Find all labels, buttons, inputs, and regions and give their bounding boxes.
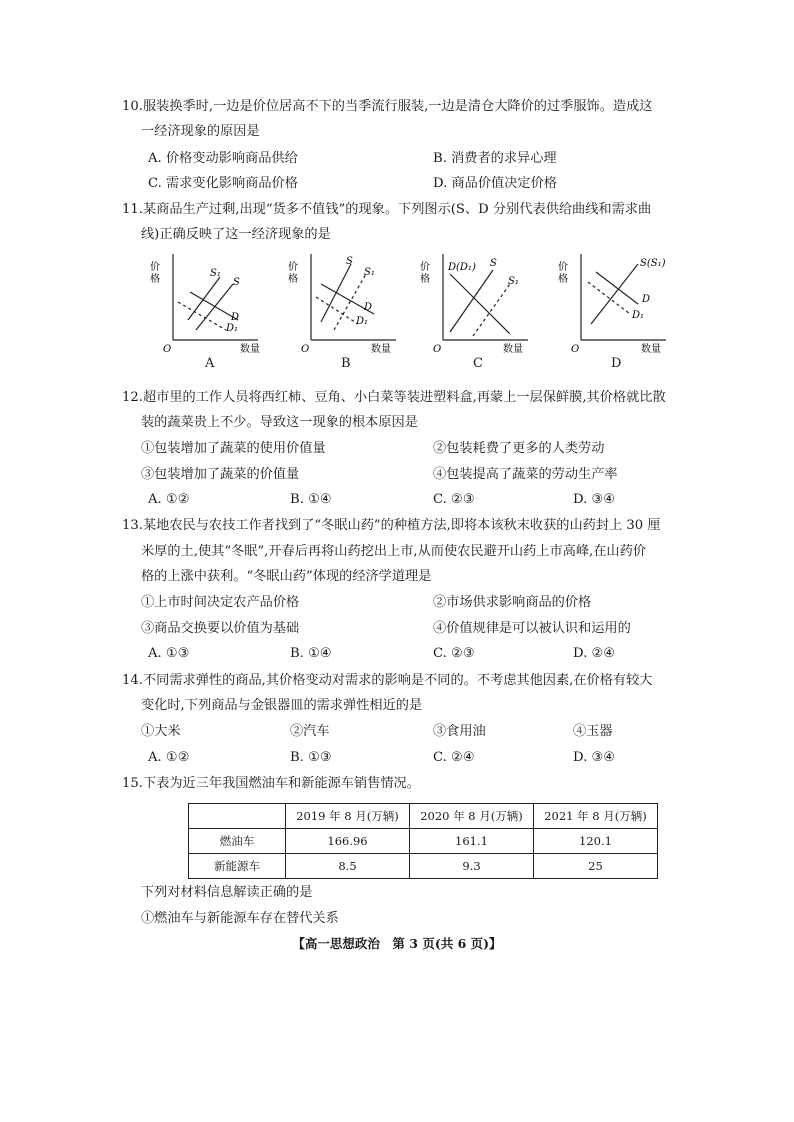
y-label: 价 [558, 262, 568, 273]
q12-stem-line1: 12.超市里的工作人员将西红柿、豆角、小白菜等装进塑料盒,再蒙上一层保鲜膜,其价格就比散 [122, 390, 666, 405]
y-label-2: 格 [150, 274, 160, 285]
table-cell: 166.96 [286, 829, 410, 854]
table-header-cell: 2021 年 8 月(万辆) [534, 804, 658, 829]
graph-letter-d: D [611, 356, 622, 371]
graph-letter-a: A [205, 356, 215, 371]
q14-statement-4: ④玉器 [573, 724, 613, 739]
q10-option-c: C. 需求变化影响商品价格 [148, 176, 298, 191]
x-label: 数量 [240, 344, 260, 355]
q13-option-c: C. ②③ [433, 646, 475, 661]
q13-option-a: A. ①③ [148, 646, 190, 661]
q14-statement-3: ③食用油 [433, 724, 486, 739]
q11-graph-c [418, 252, 543, 371]
table-header-cell [189, 804, 286, 829]
y-label: 价 [150, 262, 160, 273]
q11-graph-a [148, 252, 273, 371]
label-d: D [364, 302, 373, 313]
label-d1: D₁ [356, 316, 369, 327]
demand-curve-d1 [178, 302, 226, 330]
y-label: 价 [288, 262, 298, 273]
q14-option-a: A. ①② [148, 750, 190, 765]
q14-option-d: D. ③④ [573, 750, 616, 765]
table-header-row [189, 804, 658, 829]
x-label: 数量 [641, 344, 661, 355]
q14-stem-line2: 变化时,下列商品与金银器皿的需求弹性相近的是 [141, 698, 423, 713]
q10-stem-line1: 10.服装换季时,一边是价位居高不下的当季流行服装,一边是清仓大降价的过季服饰。造成这 [122, 99, 653, 114]
q11-graph-a-svg [148, 252, 273, 357]
q11-graph-b [286, 252, 411, 371]
q13-statement-3: ③商品交换要以价值为基础 [141, 621, 300, 636]
origin-label: O [163, 344, 172, 355]
q11-graph-d-svg [556, 252, 681, 357]
label-d: D [642, 294, 651, 305]
q11-stem-line1: 11.某商品生产过剩,出现“货多不值钱”的现象。下列图示(S、D 分别代表供给曲线和需求曲 [122, 202, 652, 217]
sales-table [188, 803, 658, 879]
q10-option-b: B. 消费者的求异心理 [433, 151, 557, 166]
label-s1: S₁ [210, 268, 221, 279]
q12-option-a: A. ①② [148, 492, 190, 507]
q12-option-b: B. ①④ [290, 492, 332, 507]
table-cell: 燃油车 [189, 829, 286, 854]
label-s1: S₁ [508, 276, 519, 287]
q13-statement-4: ④价值规律是可以被认识和运用的 [433, 621, 631, 636]
q14-stem-line1: 14.不同需求弹性的商品,其价格变动对需求的影响是不同的。不考虑其他因素,在价格有较大 [122, 673, 653, 688]
table-cell: 161.1 [410, 829, 534, 854]
label-s: S [346, 256, 353, 267]
q13-stem-line1: 13.某地农民与农技工作者找到了“冬眠山药”的种植方法,即将本该秋末收获的山药封上 30 厘 [122, 518, 661, 533]
y-label-2: 格 [558, 274, 568, 285]
q12-statement-1: ①包装增加了蔬菜的使用价值量 [141, 441, 326, 456]
label-d1: D₁ [632, 310, 645, 321]
q15-statement-1: ①燃油车与新能源车存在替代关系 [141, 911, 339, 926]
origin-label: O [571, 344, 580, 355]
q14-statement-1: ①大米 [141, 724, 181, 739]
table-row [189, 854, 658, 879]
q11-graph-b-svg [286, 252, 411, 357]
q11-stem-line2: 线)正确反映了这一经济现象的是 [141, 227, 331, 242]
q14-option-c: C. ②④ [433, 750, 475, 765]
supply-curve-s [450, 270, 493, 332]
table-header-cell: 2020 年 8 月(万辆) [410, 804, 534, 829]
x-label: 数量 [371, 344, 391, 355]
q15-stem-line2: 下列对材料信息解读正确的是 [141, 885, 313, 900]
demand-curve-d [596, 272, 638, 304]
q13-option-d: D. ②④ [573, 646, 616, 661]
page-footer: 【高一思想政治 第 3 页(共 6 页)】 [292, 936, 502, 951]
y-label-2: 格 [420, 274, 430, 285]
demand-curve-d [450, 274, 510, 334]
q12-stem-line2: 装的蔬菜贵上不少。导致这一现象的根本原因是 [141, 415, 418, 430]
demand-curve-d1 [588, 282, 630, 314]
q12-option-d: D. ③④ [573, 492, 616, 507]
q10-stem-line2: 一经济现象的原因是 [141, 124, 260, 139]
x-label: 数量 [503, 344, 523, 355]
label-s: S [490, 258, 497, 269]
label-ss1: S(S₁) [640, 258, 666, 269]
label-d: D [231, 312, 240, 323]
q14-option-b: B. ①③ [290, 750, 332, 765]
table-cell: 9.3 [410, 854, 534, 879]
q13-stem-line3: 格的上涨中获利。“冬眠山药”体现的经济学道理是 [141, 569, 432, 584]
q12-statement-3: ③包装增加了蔬菜的价值量 [141, 467, 300, 482]
table-header-cell: 2019 年 8 月(万辆) [286, 804, 410, 829]
label-d1: D₁ [226, 323, 239, 334]
q12-option-c: C. ②③ [433, 492, 475, 507]
q13-stem-line2: 米厚的土,使其“冬眠”,开春后再将山药挖出上市,从而使农民避开山药上市高峰,在山药价 [141, 544, 646, 559]
label-s1: S₁ [364, 267, 375, 278]
q11-graph-d [556, 252, 681, 371]
table-cell: 25 [534, 854, 658, 879]
table-cell: 8.5 [286, 854, 410, 879]
label-s: S [233, 277, 240, 288]
q12-statement-4: ④包装提高了蔬菜的劳动生产率 [433, 467, 618, 482]
label-dd1: D(D₁) [448, 262, 476, 273]
origin-label: O [433, 344, 442, 355]
y-label: 价 [420, 262, 430, 273]
q12-statement-2: ②包装耗费了更多的人类劳动 [433, 441, 605, 456]
q10-option-a: A. 价格变动影响商品供给 [148, 151, 298, 166]
table-cell: 120.1 [534, 829, 658, 854]
graph-letter-b: B [341, 356, 351, 371]
q13-statement-2: ②市场供求影响商品的价格 [433, 595, 592, 610]
q11-graph-c-svg [418, 252, 543, 357]
y-label-2: 格 [288, 274, 298, 285]
q15-stem-line1: 15.下表为近三年我国燃油车和新能源车销售情况。 [122, 776, 420, 791]
q13-statement-1: ①上市时间决定农产品价格 [141, 595, 300, 610]
q10-option-d: D. 商品价值决定价格 [433, 176, 557, 191]
table-cell: 新能源车 [189, 854, 286, 879]
origin-label: O [301, 344, 310, 355]
q14-statement-2: ②汽车 [290, 724, 330, 739]
q13-option-b: B. ①④ [290, 646, 332, 661]
table-row [189, 829, 658, 854]
graph-letter-c: C [473, 356, 483, 371]
supply-curve-s1 [188, 277, 220, 320]
